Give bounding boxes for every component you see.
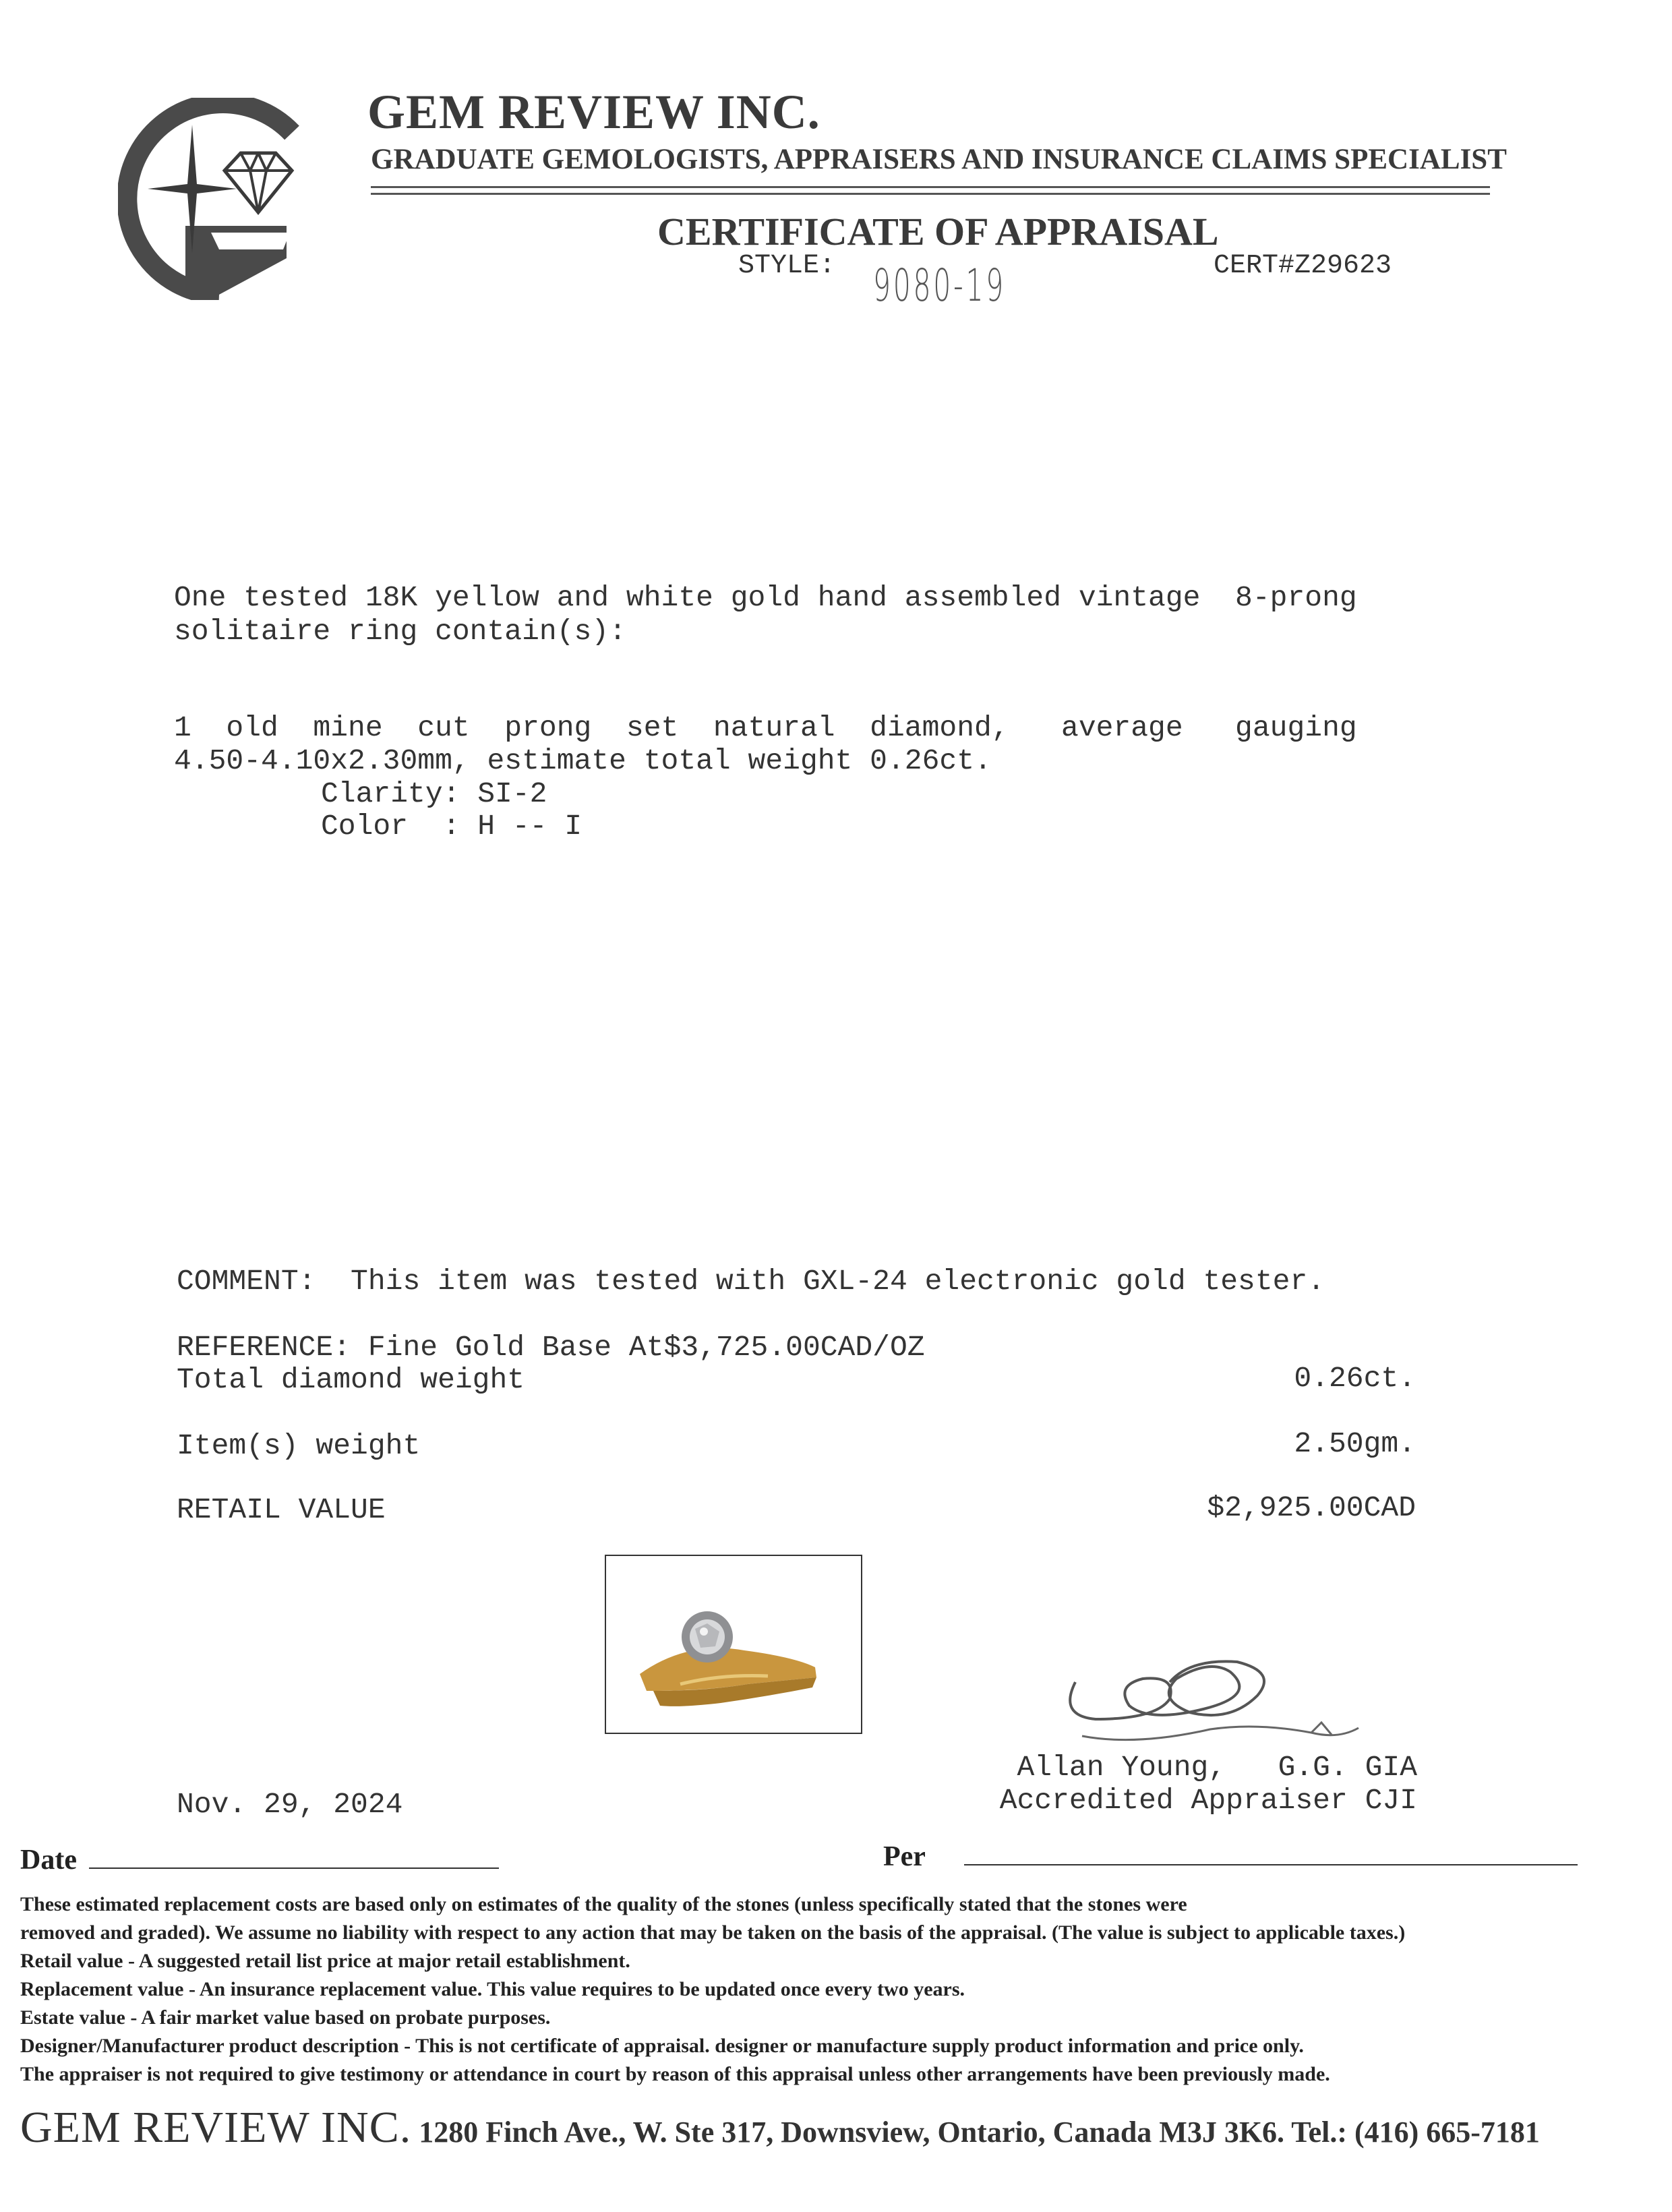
item-weight-label: Item(s) weight	[177, 1429, 421, 1462]
disclaimer-line-5: Estate value - A fair market value based on probate purposes.	[20, 2006, 551, 2029]
stone-description-line-1: 1 old mine cut prong set natural diamond, average gauging	[174, 711, 1357, 744]
disclaimer-line-2: removed and graded). We assume no liability with respect to any action that may be taken on the basis of the appraisal. (The value is subject to applicable taxes.)	[20, 1921, 1406, 1944]
item-description-line-1: One tested 18K yellow and white gold hand assembled vintage 8-prong	[174, 581, 1357, 614]
retail-value-amount: $2,925.00CAD	[1207, 1491, 1416, 1524]
per-label: Per	[883, 1841, 926, 1872]
disclaimer-line-4: Replacement value - An insurance replacement value. This value requires to be updated once every two years.	[20, 1978, 965, 2000]
footer	[20, 2102, 1540, 2153]
certificate-title: CERTIFICATE OF APPRAISAL	[657, 210, 1219, 253]
item-weight-value: 2.50gm.	[1294, 1427, 1416, 1460]
ring-photo	[605, 1555, 862, 1734]
appraisal-date: Nov. 29, 2024	[177, 1788, 403, 1821]
ring-image	[606, 1556, 861, 1733]
appraiser-signature	[1055, 1642, 1379, 1763]
disclaimer-line-6: Designer/Manufacturer product description - This is not certificate of appraisal. designer or manufacture supply product information and price only.	[20, 2035, 1304, 2057]
company-tagline: GRADUATE GEMOLOGISTS, APPRAISERS AND INSURANCE CLAIMS SPECIALIST	[371, 144, 1507, 175]
appraiser-title: Accredited Appraiser CJI	[999, 1784, 1417, 1817]
appraiser-name: Allan Young, G.G. GIA	[1017, 1751, 1417, 1784]
cert-number: CERT#Z29623	[1214, 251, 1392, 281]
footer-brand: GEM REVIEW INC.	[20, 2103, 412, 2152]
date-label: Date	[20, 1845, 77, 1876]
color-grade: Color : H -- I	[321, 810, 583, 843]
disclaimer-line-3: Retail value - A suggested retail list price at major retail establishment.	[20, 1950, 630, 1972]
header-rule-bottom	[371, 193, 1490, 195]
comment: COMMENT: This item was tested with GXL-24 electronic gold tester.	[177, 1265, 1325, 1298]
footer-address: 1280 Finch Ave., W. Ste 317, Downsview, Ontario, Canada M3J 3K6. Tel.: (416) 665-7181	[411, 2116, 1540, 2149]
item-description-line-2: solitaire ring contain(s):	[174, 615, 626, 648]
gold-reference: REFERENCE: Fine Gold Base At$3,725.00CAD/OZ	[177, 1331, 925, 1364]
company-name: GEM REVIEW INC.	[367, 85, 820, 139]
disclaimer-line-7: The appraiser is not required to give testimony or attendance in court by reason of this appraisal unless other arrangements have been previously made.	[20, 2063, 1330, 2085]
date-signature-line	[89, 1867, 499, 1869]
total-diamond-weight-value: 0.26ct.	[1294, 1362, 1416, 1395]
total-diamond-weight-label: Total diamond weight	[177, 1363, 525, 1396]
per-signature-line	[964, 1864, 1578, 1865]
retail-value-label: RETAIL VALUE	[177, 1493, 386, 1526]
company-logo	[118, 98, 310, 300]
disclaimer-line-1: These estimated replacement costs are based only on estimates of the quality of the stones (unless specifically stated that the stones were	[20, 1893, 1187, 1915]
stone-description-line-2: 4.50-4.10x2.30mm, estimate total weight 0.26ct.	[174, 744, 992, 777]
header-rule-top	[371, 186, 1490, 188]
clarity-grade: Clarity: SI-2	[321, 777, 547, 810]
style-label: STYLE:	[738, 251, 836, 281]
style-value-handwritten: 9080-19	[873, 260, 1007, 311]
